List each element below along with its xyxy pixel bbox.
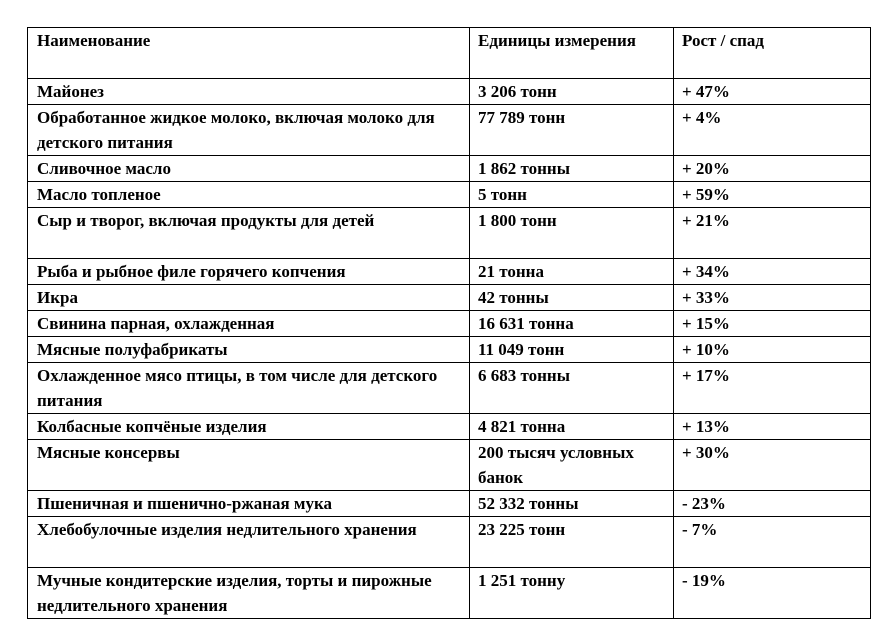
cell-units: 4 821 тонна [470,414,674,440]
cell-name: Обработанное жидкое молоко, включая молоко для детского питания [28,105,470,156]
table-row [28,337,871,363]
cell-change: - 19% [674,568,871,619]
cell-units: 3 206 тонн [470,79,674,105]
cell-change: + 15% [674,311,871,337]
cell-units: 6 683 тонны [470,363,674,414]
header-row [28,28,871,79]
cell-change: + 47% [674,79,871,105]
cell-name: Мясные полуфабрикаты [28,337,470,363]
cell-change: + 4% [674,105,871,156]
cell-units: 42 тонны [470,285,674,311]
cell-units: 1 251 тонну [470,568,674,619]
table-row [28,568,871,619]
cell-name: Свинина парная, охлажденная [28,311,470,337]
cell-units: 5 тонн [470,182,674,208]
cell-change: + 17% [674,363,871,414]
table-row [28,182,871,208]
cell-units: 77 789 тонн [470,105,674,156]
cell-name: Сыр и творог, включая продукты для детей [28,208,470,259]
table-row [28,414,871,440]
table-row [28,156,871,182]
table-row [28,208,871,259]
cell-change: + 20% [674,156,871,182]
cell-change: - 23% [674,491,871,517]
cell-name: Икра [28,285,470,311]
cell-units: 1 800 тонн [470,208,674,259]
cell-units: 21 тонна [470,259,674,285]
cell-change: + 30% [674,440,871,491]
table-row [28,285,871,311]
table-row [28,259,871,285]
cell-name: Рыба и рыбное филе горячего копчения [28,259,470,285]
cell-change: + 59% [674,182,871,208]
cell-name: Мясные консервы [28,440,470,491]
table-row [28,79,871,105]
cell-name: Хлебобулочные изделия недлительного хранения [28,517,470,568]
header-name: Наименование [28,28,470,79]
cell-change: + 21% [674,208,871,259]
cell-units: 23 225 тонн [470,517,674,568]
cell-units: 11 049 тонн [470,337,674,363]
cell-change: - 7% [674,517,871,568]
table-row [28,491,871,517]
table-row [28,105,871,156]
cell-name: Колбасные копчёные изделия [28,414,470,440]
cell-change: + 10% [674,337,871,363]
cell-name: Масло топленое [28,182,470,208]
cell-name: Мучные кондитерские изделия, торты и пирожные недлительного хранения [28,568,470,619]
cell-change: + 13% [674,414,871,440]
cell-units: 200 тысяч условных банок [470,440,674,491]
header-units: Единицы измерения [470,28,674,79]
table-row [28,517,871,568]
cell-name: Пшеничная и пшенично-ржаная мука [28,491,470,517]
table-row [28,311,871,337]
cell-change: + 34% [674,259,871,285]
cell-units: 52 332 тонны [470,491,674,517]
header-change: Рост / спад [674,28,871,79]
cell-name: Майонез [28,79,470,105]
cell-name: Охлажденное мясо птицы, в том числе для детского питания [28,363,470,414]
cell-name: Сливочное масло [28,156,470,182]
cell-units: 1 862 тонны [470,156,674,182]
cell-change: + 33% [674,285,871,311]
production-table [27,27,871,619]
table-row [28,363,871,414]
cell-units: 16 631 тонна [470,311,674,337]
table-row [28,440,871,491]
